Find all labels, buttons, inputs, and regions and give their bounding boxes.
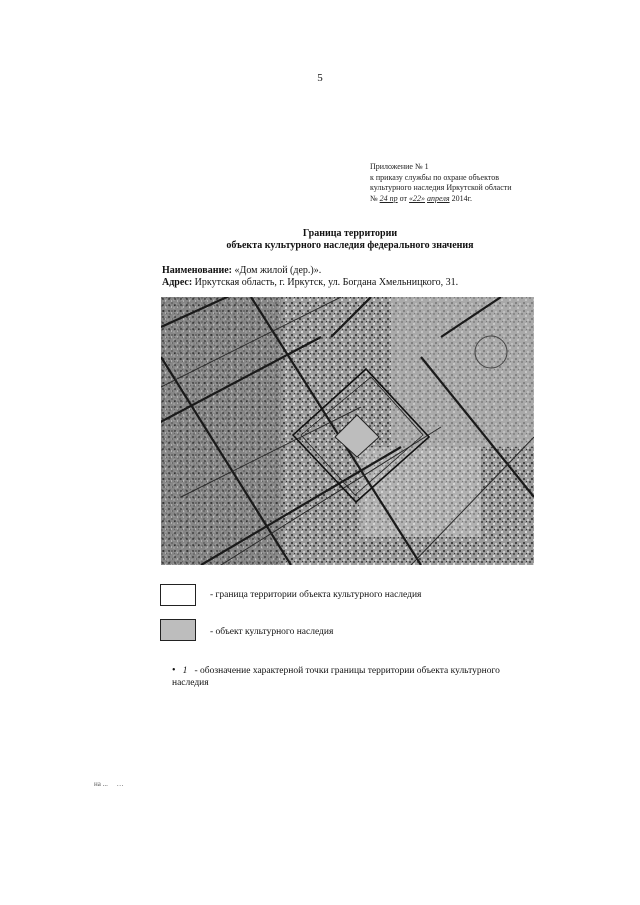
footer-dots: … [116, 780, 124, 788]
order-number-prefix: № [370, 193, 378, 203]
document-title [0, 228, 640, 252]
footer-note-text: на ... [94, 780, 108, 788]
legend-point-text: - обозначение характерной точки границы территории объекта культурного наследия [172, 666, 500, 688]
footer-note [94, 780, 124, 788]
object-name-value: «Дом жилой (дер.)». [234, 265, 322, 276]
order-number: 24 пр [379, 193, 398, 203]
object-name-label: Наименование: [162, 265, 232, 276]
appendix-order-line [370, 194, 560, 205]
object-address-row [162, 277, 458, 289]
object-name-row [162, 265, 458, 277]
object-address-label: Адрес: [162, 277, 193, 288]
legend-object-swatch [160, 619, 196, 641]
site-map-image [161, 297, 534, 565]
legend-point-bullet: • [172, 665, 176, 676]
site-map-drawing [161, 297, 534, 565]
appendix-line-3: культурного наследия Иркутской области [370, 183, 512, 192]
order-date-day: «22» [409, 193, 426, 203]
object-info [162, 265, 458, 289]
order-date-month: апреля [427, 193, 450, 203]
order-date-prefix: от [399, 193, 408, 203]
page-number: 5 [317, 72, 323, 84]
object-address-value: Иркутская область, г. Иркутск, ул. Богдана Хмельницкого, 31. [194, 277, 459, 288]
legend-point-number: 1 [182, 666, 188, 676]
legend-point-item [172, 665, 532, 689]
appendix-line-2: к приказу службы по охране объектов [370, 172, 500, 182]
legend-object-text: - объект культурного наследия [210, 627, 334, 637]
appendix-block [370, 162, 560, 204]
title-line-2: объекта культурного наследия федерального значения [226, 240, 474, 251]
appendix-line-1: Приложение № 1 [370, 162, 429, 171]
legend-boundary-swatch [160, 584, 196, 606]
legend-boundary-text: - граница территории объекта культурного наследия [210, 590, 422, 600]
order-year: 2014г. [451, 193, 472, 203]
title-line-1: Граница территории [302, 228, 398, 239]
